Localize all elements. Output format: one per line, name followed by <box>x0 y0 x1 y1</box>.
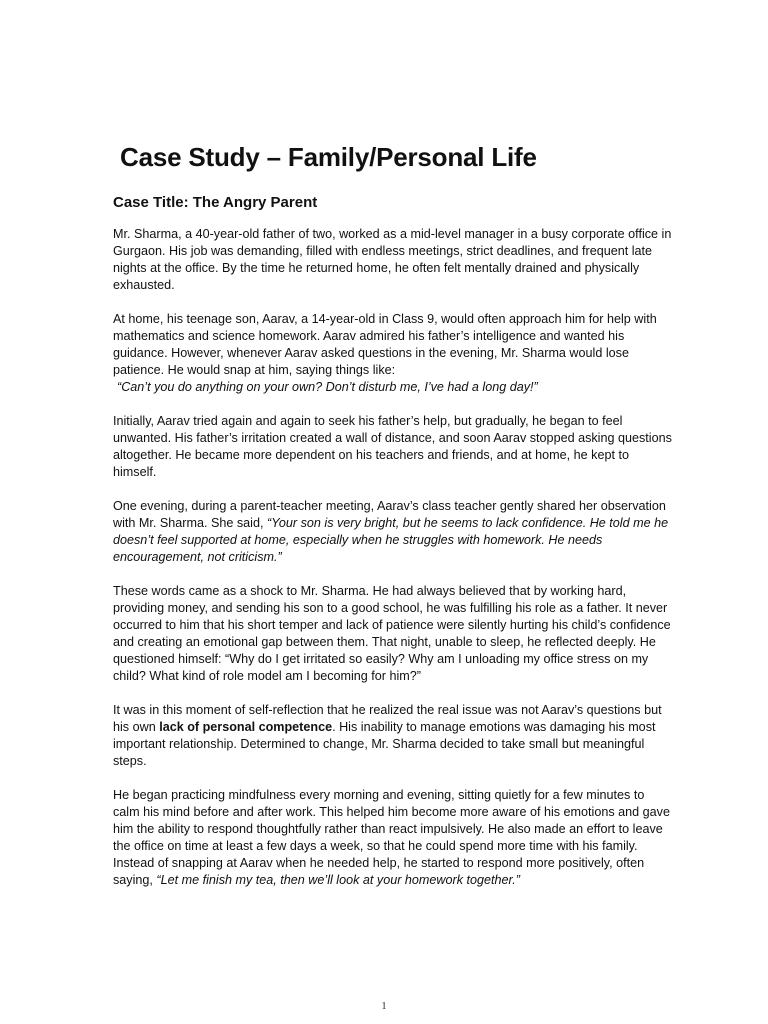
paragraph-3 <box>113 413 673 481</box>
sharma-quote: “Let me finish my tea, then we’ll look at your homework together.” <box>156 873 520 887</box>
paragraph-6-text-after: . His inability to manage emotions was damaging his most important relationship. Determined to change, Mr. Sharma decided to take small but meaningful steps. <box>113 720 656 768</box>
paragraph-6-text-before: It was in this moment of self-reflection that he realized the real issue was not Aarav’s questions but his own <box>113 703 662 734</box>
paragraph-1-text: Mr. Sharma, a 40-year-old father of two, worked as a mid-level manager in a busy corporate office in Gurgaon. His job was demanding, filled with endless meetings, strict deadlines, and frequent late nights at the office. By the time he returned home, he often felt mentally drained and physically exhausted. <box>113 227 672 292</box>
teacher-quote: “Your son is very bright, but he seems to lack confidence. He told me he doesn’t feel supported at home, especially when he struggles with homework. He needs encouragement, not criticism.” <box>113 516 669 564</box>
paragraph-5-text: These words came as a shock to Mr. Sharma. He had always believed that by working hard, providing money, and sending his son to a good school, he was fulfilling his role as a father. It never occurred to him that his short temper and lack of patience were silently hurting his child’s confidence and creating an emotional gap between them. That night, unable to sleep, he reflected deeply. He questioned himself: “Why do I get irritated so easily? Why am I unloading my office stress on my child? What kind of role model am I becoming for him?” <box>113 584 671 683</box>
paragraph-4 <box>113 498 673 566</box>
case-title-heading: Case Title: The Angry Parent <box>113 194 318 211</box>
paragraph-7 <box>113 787 673 889</box>
page-number: 1 <box>381 1001 387 1012</box>
paragraph-3-text: Initially, Aarav tried again and again to seek his father’s help, but gradually, he began to feel unwanted. His father’s irritation created a wall of distance, and soon Aarav stopped asking questions altogether. He became more dependent on his teachers and friends, and at home, he kept to himself. <box>113 414 672 479</box>
page-title: Case Study – Family/Personal Life <box>120 142 537 172</box>
paragraph-6 <box>113 702 673 770</box>
paragraph-2 <box>113 311 673 396</box>
paragraph-1 <box>113 226 673 294</box>
paragraph-2-text: At home, his teenage son, Aarav, a 14-year-old in Class 9, would often approach him for help with mathematics and science homework. Aarav admired his father’s intelligence and wanted his guidance. However, whenever Aarav asked questions in the evening, Mr. Sharma would lose patience. He would snap at him, saying things like: <box>113 312 657 377</box>
key-phrase: lack of personal competence <box>159 720 333 734</box>
paragraph-5 <box>113 583 673 685</box>
paragraph-7-text: He began practicing mindfulness every morning and evening, sitting quietly for a few minutes to calm his mind before and after work. This helped him become more aware of his emotions and gave him the ability to respond thoughtfully rather than react impulsively. He also made an effort to leave the office on time at least a few days a week, so that he could spend more time with his family. Instead of snapping at Aarav when he needed help, he started to respond more positively, often saying, <box>113 788 670 887</box>
document-body <box>113 226 673 906</box>
paragraph-4-text: One evening, during a parent-teacher meeting, Aarav’s class teacher gently shared her observation with Mr. Sharma. She said, <box>113 499 666 530</box>
father-quote: “Can’t you do anything on your own? Don’t disturb me, I’ve had a long day!” <box>117 380 538 394</box>
